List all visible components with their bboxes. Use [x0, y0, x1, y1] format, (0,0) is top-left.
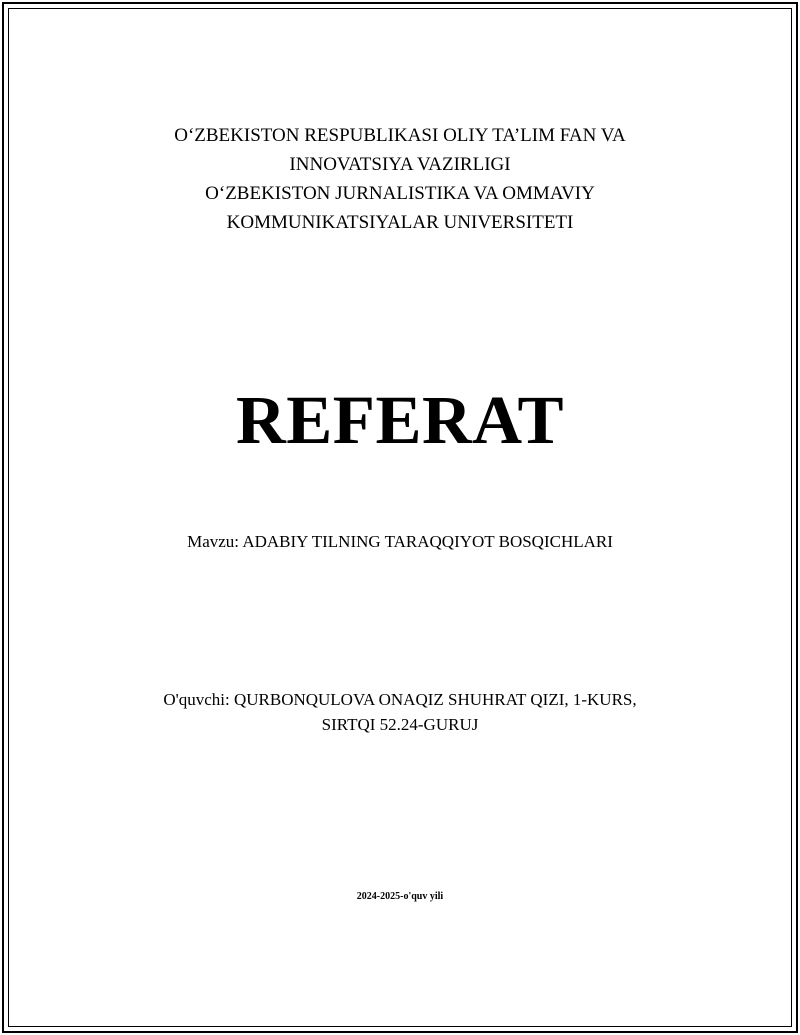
institution-header — [0, 121, 800, 237]
header-line-4: KOMMUNIKATSIYALAR UNIVERSITETI — [226, 212, 574, 233]
academic-year: 2024-2025-o'quv yili — [356, 891, 444, 902]
student-line-2: SIRTQI 52.24-GURUJ — [321, 715, 479, 734]
header-line-1: O‘ZBEKISTON RESPUBLIKASI OLIY TA’LIM FAN VA — [174, 125, 626, 146]
student-line-1: O'quvchi: QURBONQULOVA ONAQIZ SHUHRAT QIZI, 1-KURS, — [163, 690, 637, 709]
header-line-3: O‘ZBEKISTON JURNALISTIKA VA OMMAVIY — [205, 183, 595, 204]
header-line-2: INNOVATSIYA VAZIRLIGI — [289, 154, 511, 175]
document-topic: Mavzu: ADABIY TILNING TARAQQIYOT BOSQICHLARI — [187, 532, 613, 551]
document-title: REFERAT — [235, 382, 565, 458]
student-info — [0, 687, 800, 737]
